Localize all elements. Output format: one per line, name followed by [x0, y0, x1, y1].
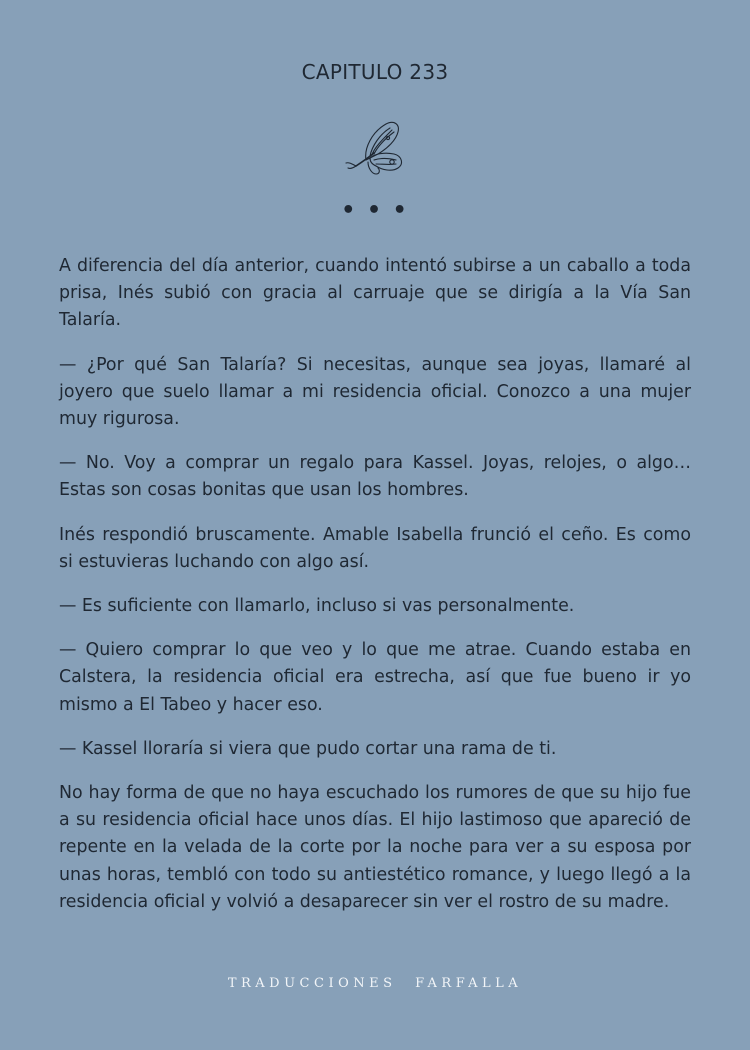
chapter-title: CAPITULO 233 — [301, 60, 449, 84]
chapter-body — [59, 253, 691, 933]
paragraph: A diferencia del día anterior, cuando intentó subirse a un caballo a toda prisa, Inés subió con gracia al carruaje que se dirigía a la Vía San Talaría. — [59, 256, 691, 331]
paragraph: No hay forma de que no haya escuchado los rumores de que su hijo fue a su residencia oficial hace unos días. El hijo lastimoso que apareció de repente en la velada de la corte por la noche para ver a su esposa por unas horas, tembló con todo su antiestético romance, y luego llegó a la residencia oficial y volvió a desaparecer sin ver el rostro de su madre. — [59, 783, 691, 912]
paragraph: — No. Voy a comprar un regalo para Kassel. Joyas, relojes, o algo… Estas son cosas bonitas que usan los hombres. — [59, 453, 691, 501]
paragraph: — ¿Por qué San Talaría? Si necesitas, aunque sea joyas, llamaré al joyero que suelo llamar a mi residencia oficial. Conozco a una mujer muy rigurosa. — [59, 354, 691, 430]
paragraph: — Kassel lloraría si viera que pudo cortar una rama de ti. — [59, 738, 557, 759]
butterfly-icon — [342, 118, 408, 178]
translator-credit: TRADUCCIONES FARFALLA — [227, 976, 523, 991]
paragraph: — Es suficiente con llamarlo, incluso si vas personalmente. — [59, 596, 575, 617]
paragraph: — Quiero comprar lo que veo y lo que me atrae. Cuando estaba en Calstera, la residencia oficial era estrecha, así que fue bueno ir yo mismo a El Tabeo y hacer eso. — [59, 640, 691, 715]
section-separator: • • • — [341, 198, 409, 223]
paragraph: Inés respondió bruscamente. Amable Isabella frunció el ceño. Es como si estuvieras luchando con algo así. — [59, 524, 691, 572]
